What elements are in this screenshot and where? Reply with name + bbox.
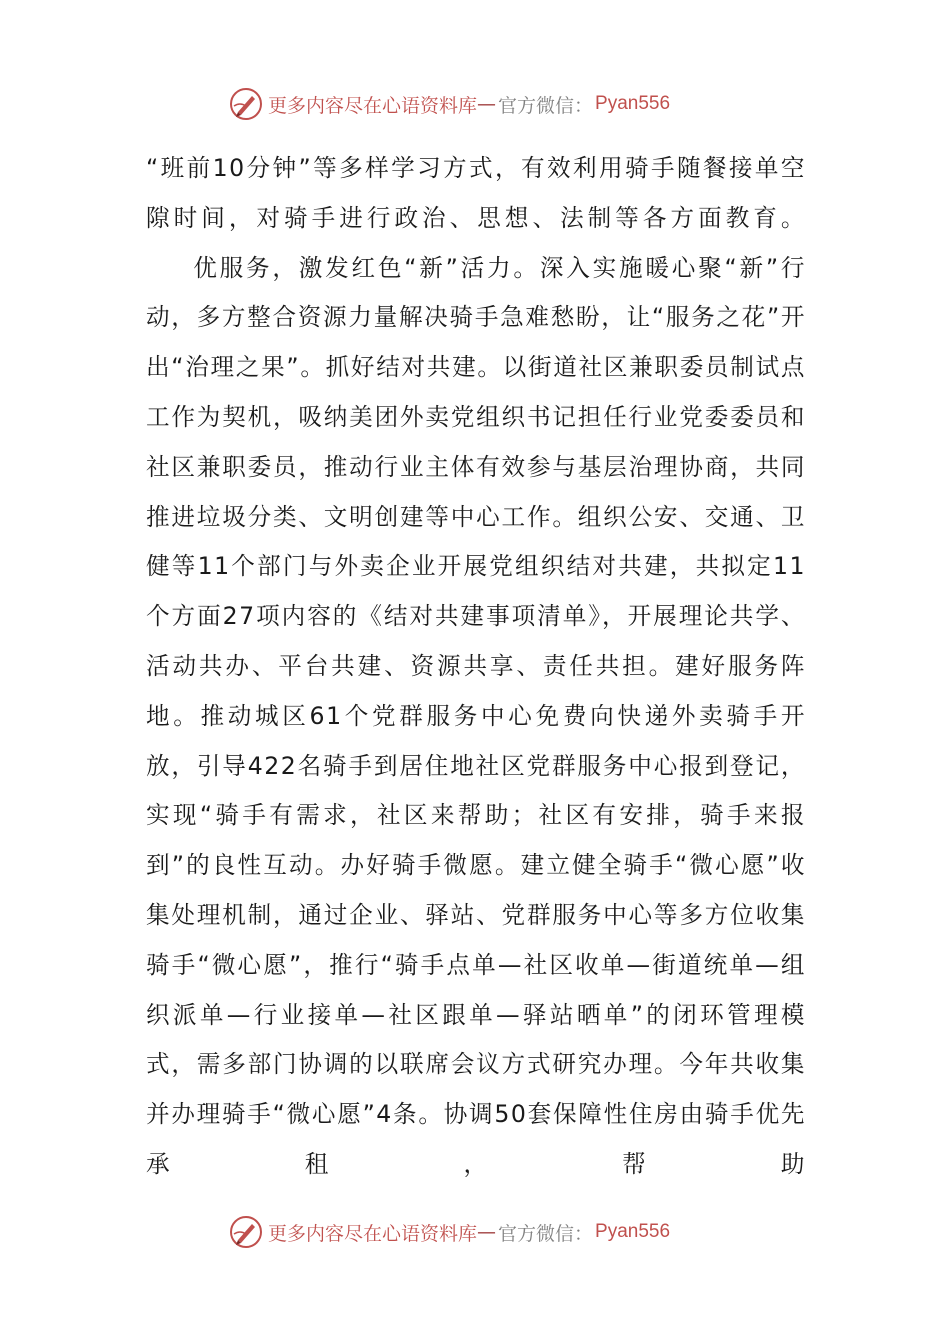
watermark-footer	[228, 1212, 670, 1252]
watermark-text: 更多内容尽在心语资料库	[268, 1222, 478, 1245]
watermark-header	[228, 84, 670, 124]
watermark-dash: —	[477, 1221, 497, 1243]
pen-logo-icon	[228, 1214, 264, 1250]
pen-logo-icon	[228, 86, 264, 122]
watermark-text: 更多内容尽在心语资料库	[268, 94, 478, 117]
paragraph-continuation: “班前10分钟”等多样学习方式，有效利用骑手随餐接单空隙时间，对骑手进行政治、思想、法制等各方面教育。	[146, 154, 806, 232]
document-body	[146, 144, 806, 1190]
paragraph-service: 优服务，激发红色“新”活力。深入实施暖心聚“新”行动，多方整合资源力量解决骑手急难愁盼，让“服务之花”开出“治理之果”。抓好结对共建。以街道社区兼职委员制试点工作为契机，吸纳美团外卖党组织书记担任行业党委委员和社区兼职委员，推动行业主体有效参与基层治理协商，共同推进垃圾分类、文明创建等中心工作。组织公安、交通、卫健等11个部门与外卖企业开展党组织结对共建，共拟定11个方面27项内容的《结对共建事项清单》，开展理论共学、活动共办、平台共建、资源共享、责任共担。建好服务阵地。推动城区61个党群服务中心免费向快递外卖骑手开放，引导422名骑手到居住地社区党群服务中心报到登记，实现“骑手有需求，社区来帮助；社区有安排，骑手来报到”的良性互动。办好骑手微愿。建立健全骑手“微心愿”收集处理机制，通过企业、驿站、党群服务中心等多方位收集骑手“微心愿”，推行“骑手点单—社区收单—街道统单—组织派单—行业接单—社区跟单—驿站晒单”的闭环管理模式，需多部门协调的以联席会议方式研究办理。今年共收集并办理骑手“微心愿”4条。协调50套保障性住房由骑手优先承租，帮助	[146, 253, 807, 1178]
watermark-dash: —	[477, 93, 497, 115]
watermark-official-label: 官方微信：	[498, 94, 594, 117]
watermark-wechat-id: Pyan556	[595, 93, 671, 114]
watermark-wechat-id: Pyan556	[595, 1221, 671, 1242]
watermark-official-label: 官方微信：	[498, 1222, 594, 1245]
